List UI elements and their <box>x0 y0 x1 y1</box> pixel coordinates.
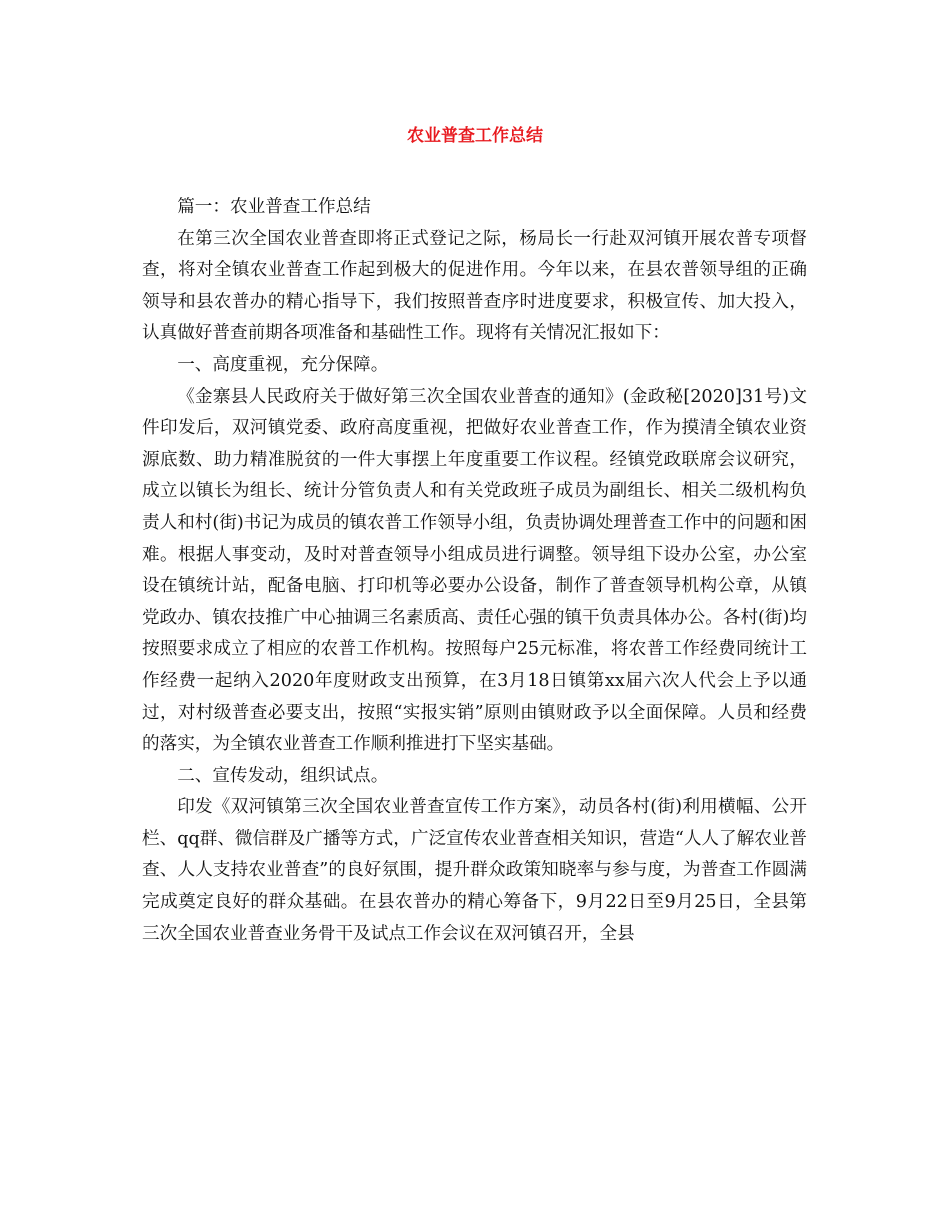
body-paragraph: 印发《双河镇第三次全国农业普查宣传工作方案》，动员各村(街)利用横幅、公开栏、qq群、微信群及广播等方式，广泛宣传农业普查相关知识，营造“人人了解农业普查、人人支持农业普查”的良好氛围，提升群众政策知晓率与参与度，为普查工作圆满完成奠定良好的群众基础。在县农普办的精心筹备下，9月22日至9月25日，全县第三次全国农业普查业务骨干及试点工作会议在双河镇召开，全县 <box>142 797 807 944</box>
section-heading: 篇一：农业普查工作总结 <box>177 197 371 217</box>
document-body <box>142 192 807 950</box>
body-paragraph: 《金寨县人民政府关于做好第三次全国农业普查的通知》(金政秘[2020]31号)文件印发后，双河镇党委、政府高度重视，把做好农业普查工作，作为摸清全镇农业资源底数、助力精准脱贫的一件大事摆上年度重要工作议程。经镇党政联席会议研究，成立以镇长为组长、统计分管负责人和有关党政班子成员为副组长、相关二级机构负责人和村(街)书记为成员的镇农普工作领导小组，负责协调处理普查工作中的问题和困难。根据人事变动，及时对普查领导小组成员进行调整。领导组下设办公室，办公室设在镇统计站，配备电脑、打印机等必要办公设备，制作了普查领导机构公章，从镇党政办、镇农技推广中心抽调三名素质高、责任心强的镇干负责具体办公。各村(街)均按照要求成立了相应的农普工作机构。按照每户25元标准，将农普工作经费同统计工作经费一起纳入2020年度财政支出预算，在3月18日镇第xx届六次人代会上予以通过，对村级普查必要支出，按照“实报实销”原则由镇财政予以全面保障。人员和经费的落实，为全镇农业普查工作顺利推进打下坚实基础。 <box>142 386 807 755</box>
body-paragraph: 在第三次全国农业普查即将正式登记之际，杨局长一行赴双河镇开展农普专项督查，将对全镇农业普查工作起到极大的促进作用。今年以来，在县农普领导组的正确领导和县农普办的精心指导下，我们按照普查序时进度要求，积极宣传、加大投入，认真做好普查前期各项准备和基础性工作。现将有关情况汇报如下： <box>142 228 807 344</box>
section-heading: 二、宣传发动，组织试点。 <box>177 765 389 786</box>
document-title: 农业普查工作总结 <box>407 126 543 146</box>
section-heading: 一、高度重视，充分保障。 <box>177 354 389 375</box>
